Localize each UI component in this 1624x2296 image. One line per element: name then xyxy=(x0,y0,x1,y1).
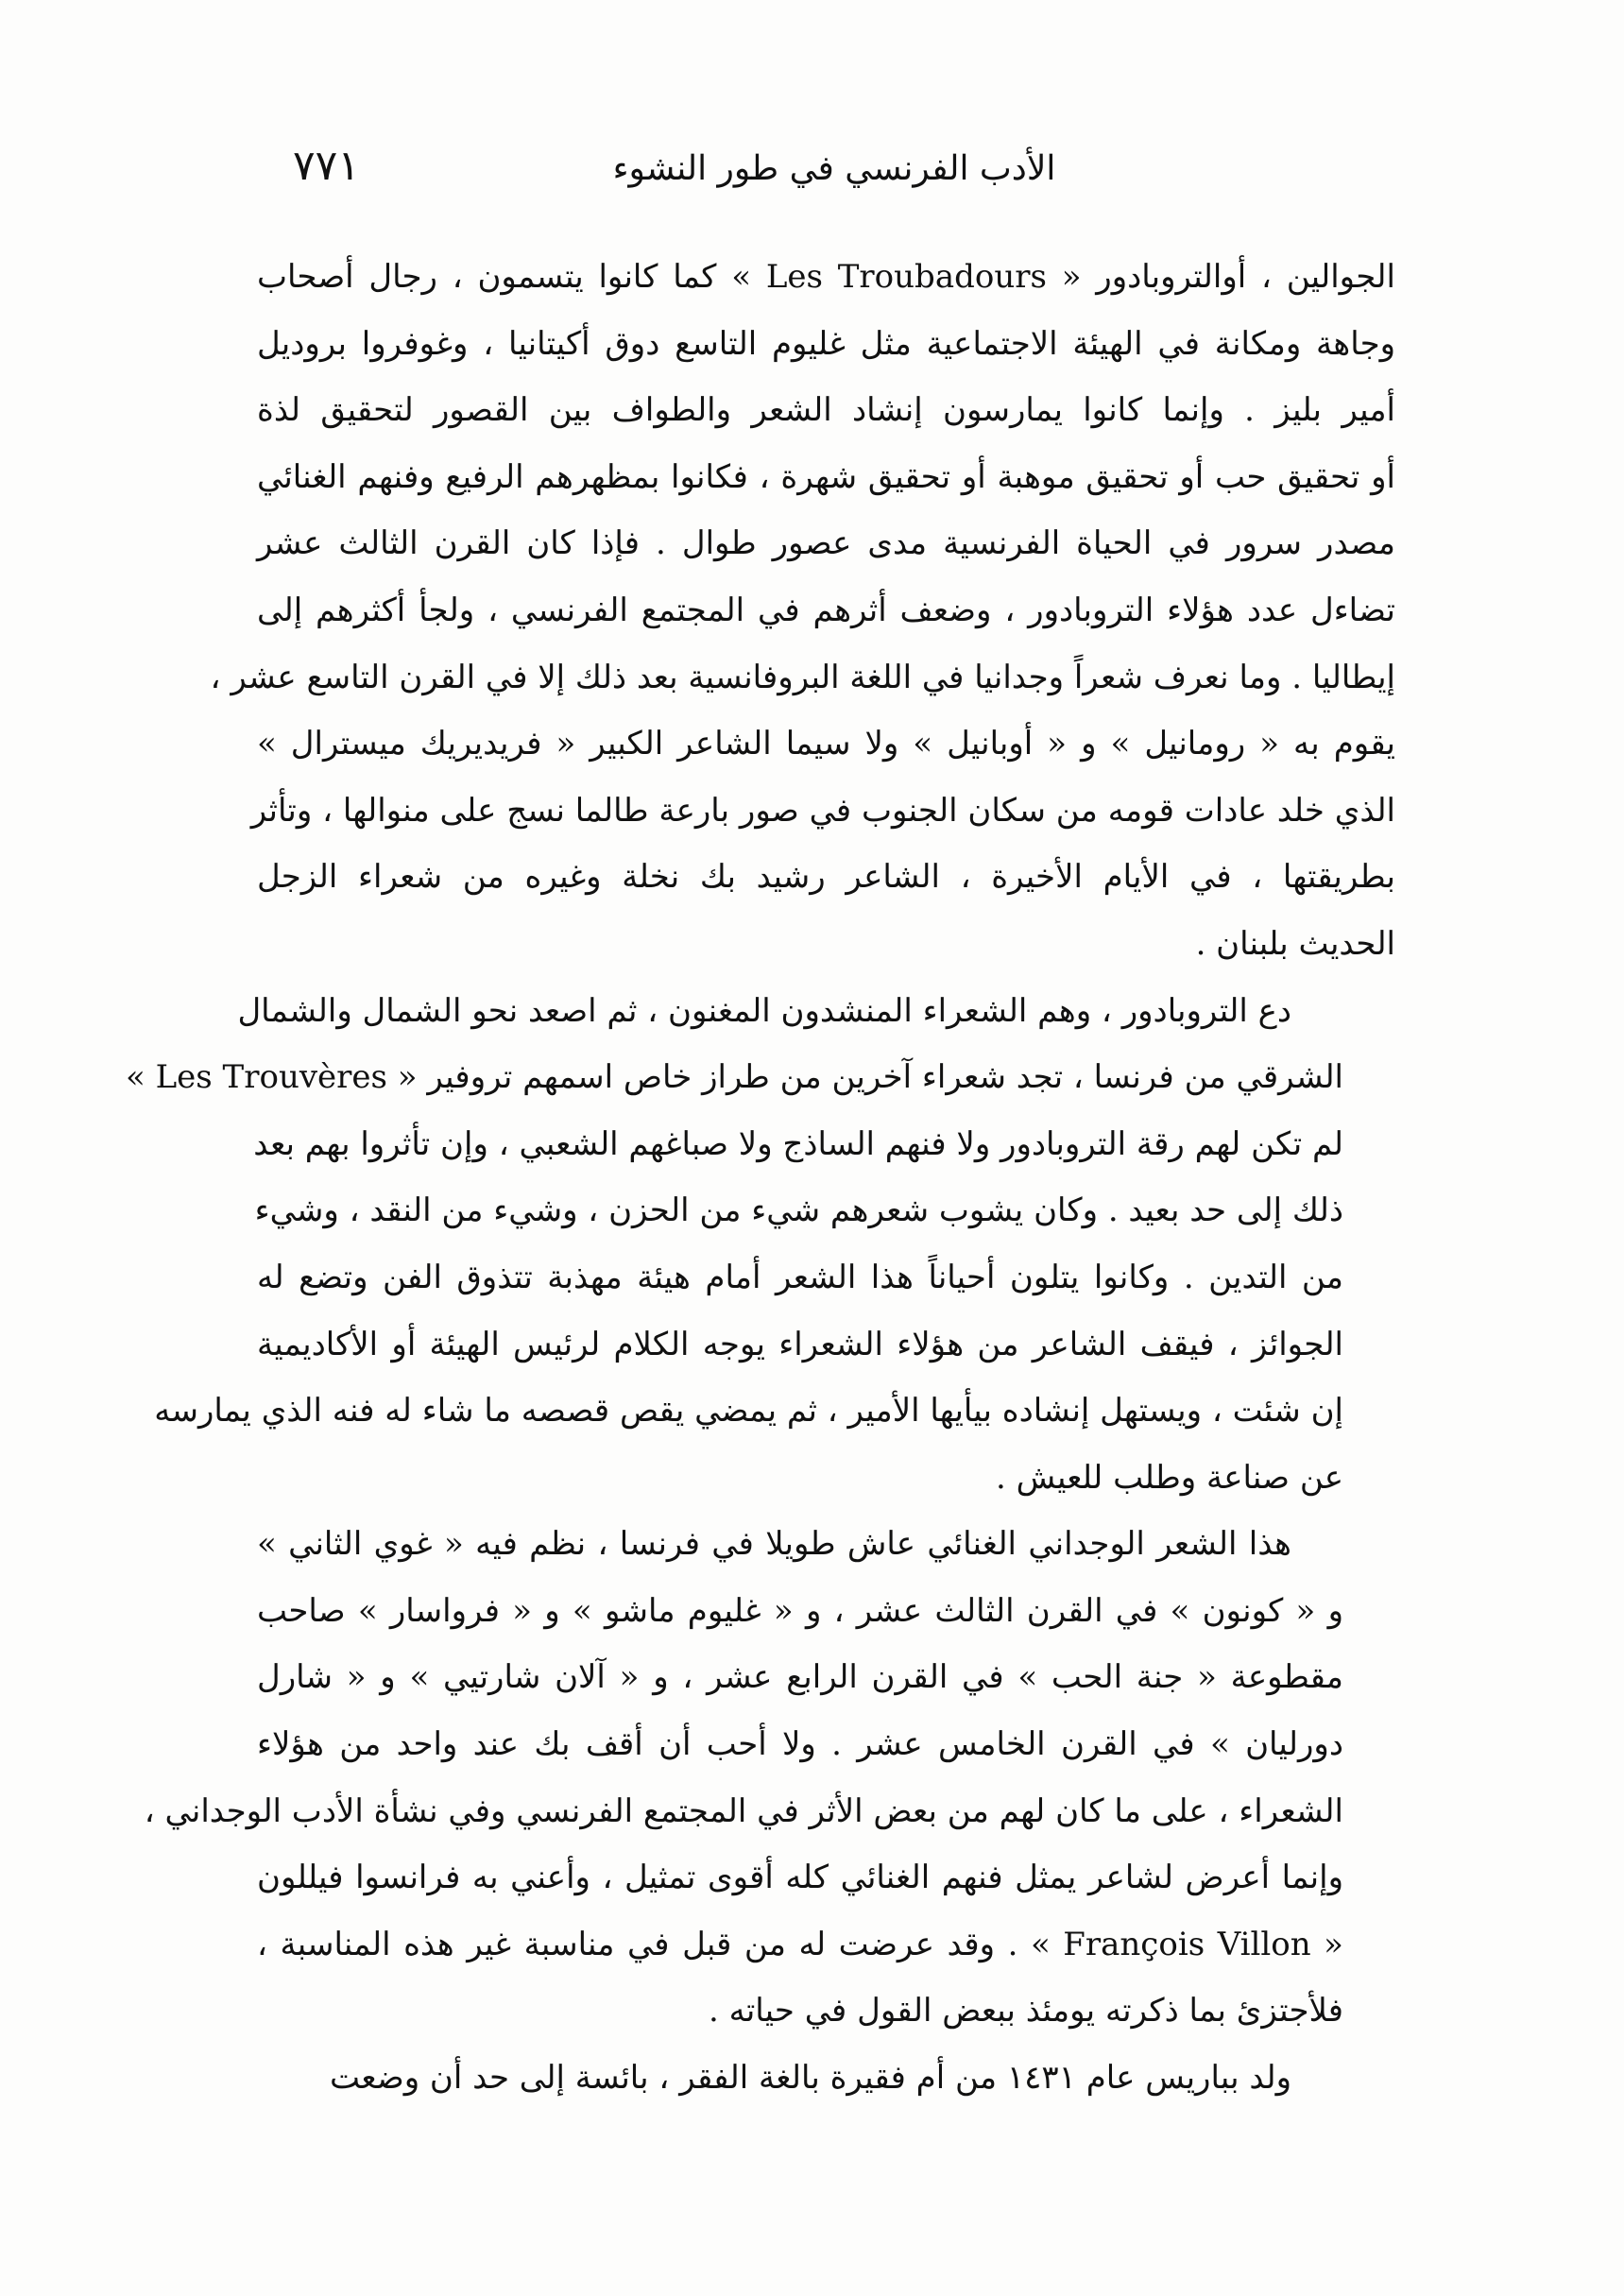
text-line: أو تحقيق حب أو تحقيق موهبة أو تحقيق شهرة ، فكانوا بمظهرهم الرفيع وفنهم الغنائي xyxy=(257,457,1395,496)
text-line: وجاهة ومكانة في الهيئة الاجتماعية مثل غليوم التاسع دوق أكيتانيا ، وغوفروا برودیل xyxy=(257,324,1395,363)
text-line: إيطاليا . وما نعرف شعراً وجدانيا في اللغة البروفانسية بعد ذلك إلا في القرن التاسع عشر ، xyxy=(210,658,1395,696)
text-line: الشرقي من فرنسا ، تجد شعراء آخرين من طراز خاص اسمهم تروفير « Les Trouvères » xyxy=(125,1058,1343,1097)
text-line: إن شئت ، ويستهل إنشاده بيأيها الأمير ، ثم يمضي يقص قصصه ما شاء له فنه الذي يمارسه xyxy=(154,1392,1343,1431)
text-line: مصدر سرور في الحياة الفرنسية مدى عصور طوال . فإذا كان القرن الثالث عشر xyxy=(257,524,1395,563)
body-text xyxy=(125,244,1395,2112)
text-line: يقوم به « رومانيل » و « أوبانيل » ولا سيما الشاعر الكبير « فريديريك ميسترال » xyxy=(257,725,1395,763)
page-header xyxy=(274,142,1394,208)
text-line: من التدين . وكانوا يتلون أحياناً هذا الشعر أمام هيئة مهذبة تتذوق الفن وتضع له xyxy=(257,1258,1343,1296)
text-line: وإنما أعرض لشاعر يمثل فنهم الغنائي كله أقوى تمثيل ، وأعني به فرانسوا فيللون xyxy=(257,1859,1343,1897)
paragraph xyxy=(125,978,1395,1512)
text-line: هذا الشعر الوجداني الغنائي عاش طويلا في فرنسا ، نظم فيه « غوي الثاني » xyxy=(257,1525,1291,1564)
text-line: الجوالين ، أوالتروبادور « Les Troubadours » كما كانوا يتسمون ، رجال أصحاب xyxy=(257,258,1395,296)
paragraph xyxy=(257,2045,1395,2112)
text-line: « François Villon » . وقد عرضت له من قبل في مناسبة غير هذه المناسبة ، xyxy=(257,1925,1343,1963)
text-line: ولد بباريس عام ١٤٣١ من أم فقيرة بالغة الفقر ، بائسة إلى حد أن وضعت xyxy=(330,2059,1291,2098)
text-line: أمير بليز . وإنما كانوا يمارسون إنشاد الشعر والطواف بين القصور لتحقيق لذة xyxy=(257,391,1395,430)
text-line: دورليان » في القرن الخامس عشر . ولا أحب أن أقف بك عند واحد من هؤلاء xyxy=(257,1725,1343,1764)
running-head: الأدب الفرنسي في طور النشوء xyxy=(612,149,1056,188)
text-line: و « كونون » في القرن الثالث عشر ، و « غليوم ماشو » و « فرواسار » صاحب xyxy=(257,1591,1343,1630)
paragraph xyxy=(210,244,1395,978)
text-line: ذلك إلى حد بعيد . وكان يشوب شعرهم شيء من الحزن ، وشيء من النقد ، وشيء xyxy=(254,1191,1343,1230)
text-line: دع التروبادور ، وهم الشعراء المنشدون المغنون ، ثم اصعد نحو الشمال والشمال xyxy=(237,991,1291,1030)
text-line: عن صناعة وطلب للعيش . xyxy=(996,1458,1343,1497)
text-line: تضاءل عدد هؤلاء التروبادور ، وضعف أثرهم في المجتمع الفرنسي ، ولجأ أكثرهم إلى xyxy=(257,591,1395,629)
text-line: الشعراء ، على ما كان لهم من بعض الأثر في المجتمع الفرنسي وفي نشأة الأدب الوجداني ، xyxy=(144,1791,1343,1830)
page-number: ٧٧١ xyxy=(293,142,360,190)
text-line: الذي خلد عادات قومه من سكان الجنوب في صور بارعة طالما نسج على منوالها ، وتأثر xyxy=(250,791,1395,830)
text-line: فلأجتزئ بما ذكرته يومئذ ببعض القول في حياته . xyxy=(708,1992,1343,2030)
text-line: بطريقتها ، في الأيام الأخيرة ، الشاعر رشيد بك نخلة وغيره من شعراء الزجل xyxy=(257,858,1395,897)
text-line: مقطوعة « جنة الحب » في القرن الرابع عشر ، و « آلان شارتيي » و « شارل xyxy=(257,1658,1343,1697)
text-line: الحديث بلبنان . xyxy=(1195,924,1395,963)
paragraph xyxy=(144,1511,1395,2045)
text-line: لم تكن لهم رقة التروبادور ولا فنهم الساذج ولا صباغهم الشعبي ، وإن تأثروا بهم بعد xyxy=(253,1124,1343,1163)
text-line: الجوائز ، فيقف الشاعر من هؤلاء الشعراء يوجه الكلام لرئيس الهيئة أو الأكاديمية xyxy=(257,1325,1343,1363)
